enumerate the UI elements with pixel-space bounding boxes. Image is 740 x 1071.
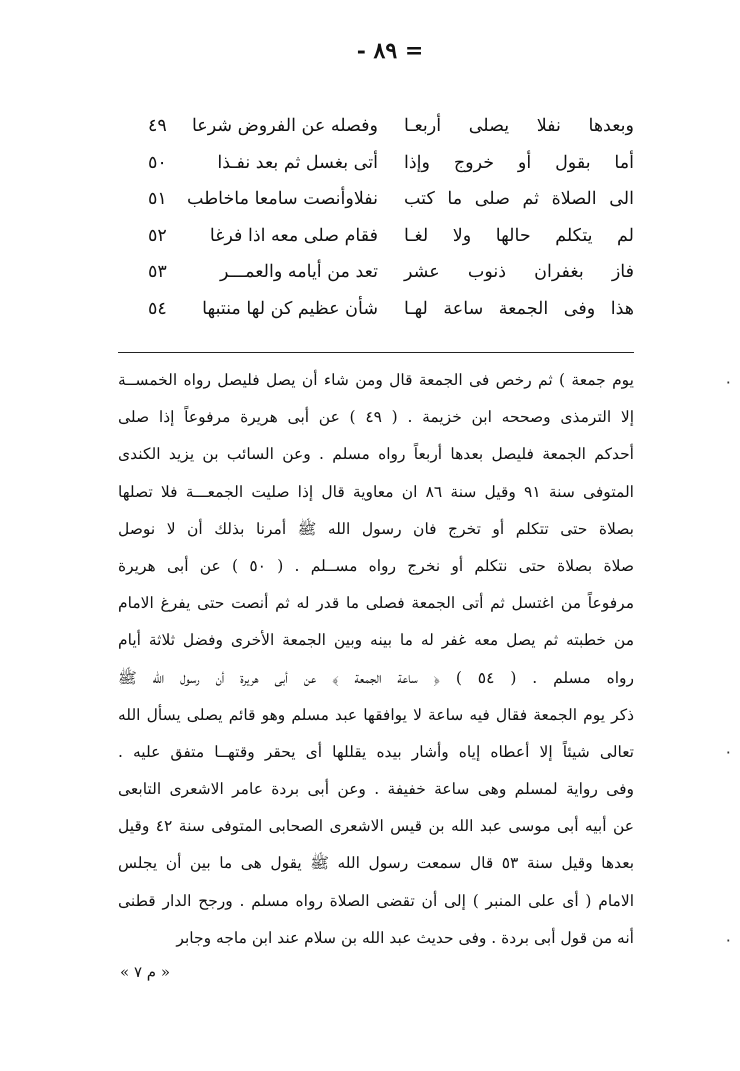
commentary-line: بعدها وقيل سنة ٥٣ قال سمعت رسول الله ﷺ يقول هى ما بين أن يجلس bbox=[118, 854, 634, 873]
poem-verse bbox=[148, 254, 634, 291]
verse-second-half bbox=[148, 291, 378, 328]
commentary-line: أحدكم الجمعة فليصل بعدها أربعاً رواه مسلم . وعن السائب بن يزيد الكندى bbox=[118, 445, 634, 464]
verse-second-text: تعد من أيامه والعمـــر bbox=[220, 262, 378, 282]
commentary-line: وفى رواية لمسلم وهى ساعة خفيفة . وعن أبى بردة عامر الاشعرى التابعى bbox=[118, 780, 634, 799]
commentary-line: يوم جمعة ) ثم رخص فى الجمعة قال ومن شاء أن يصل فليصل رواه الخمســة bbox=[118, 371, 634, 389]
verse-second-text: شأن عظيم كن لها منتبها bbox=[202, 298, 378, 319]
verse-first-half: لم يتكلم حالها ولا لغـا bbox=[404, 225, 634, 246]
margin-mark: ٠ bbox=[724, 742, 733, 761]
verse-second-half bbox=[148, 145, 378, 182]
commentary-line: ذكر يوم الجمعة فقال فيه ساعة لا يوافقها عبد مسلم وهو قائم يصلى يسأل الله bbox=[118, 705, 634, 724]
verse-second-half bbox=[148, 254, 378, 291]
margin-mark: ٠ bbox=[724, 372, 733, 391]
commentary-line: أنه من قول أبى بردة . وفى حديث عبد الله بن سلام عند ابن ماجه وجابر bbox=[176, 928, 634, 947]
signature-mark: « م ٧ » bbox=[120, 963, 171, 981]
poem bbox=[148, 108, 634, 327]
commentary bbox=[118, 362, 634, 957]
verse-second-text: أتى بغسل ثم بعد نفـذا bbox=[217, 152, 378, 173]
poem-verse bbox=[148, 291, 634, 328]
verse-second-half bbox=[148, 108, 378, 145]
commentary-line: من خطبته ثم يصل معه غفر له ما بينه وبين الجمعة الأخرى وفضل ثلاثة أيام bbox=[118, 631, 634, 650]
commentary-line: رواه مسلم . ( ٥٤ ) ﴿ ساعة الجمعة ﴾ عن أبى هريرة أن رسول الله ﷺ bbox=[118, 668, 634, 687]
verse-number: ٤٩ bbox=[148, 116, 167, 136]
verse-first-half: هذا وفى الجمعة ساعة لهـا bbox=[404, 298, 634, 319]
commentary-line: بصلاة حتى تتكلم أو تخرج فان رسول الله ﷺ أمرنا بذلك أن لا نوصل bbox=[118, 519, 634, 538]
verse-second-half bbox=[148, 181, 378, 218]
poem-verse bbox=[148, 181, 634, 218]
commentary-line: مرفوعاً من اغتسل ثم أتى الجمعة فصلى ما قدر له ثم أنصت حتى يفرغ الامام bbox=[118, 594, 634, 613]
commentary-line: الامام ( أى على المنبر ) إلى أن تقضى الصلاة رواه مسلم . ورجح الدار قطنى bbox=[118, 891, 634, 910]
verse-first-half: فاز بغفران ذنوب عشر bbox=[404, 262, 634, 282]
margin-mark: ٠ bbox=[724, 930, 733, 949]
poem-verse bbox=[148, 218, 634, 255]
commentary-line: المتوفى سنة ٩١ وقيل سنة ٨٦ ان معاوية قال إذا صليت الجمعـــة فلا تصلها bbox=[118, 482, 634, 501]
verse-number: ٥١ bbox=[148, 189, 167, 209]
commentary-line: إلا الترمذى وصححه ابن خزيمة . ( ٤٩ ) عن أبى هريرة مرفوعاً إذا صلى bbox=[118, 408, 634, 427]
verse-number: ٥٤ bbox=[148, 298, 167, 319]
verse-second-half bbox=[148, 218, 378, 255]
verse-number: ٥٠ bbox=[148, 152, 167, 173]
poem-verse bbox=[148, 145, 634, 182]
section-divider bbox=[118, 352, 634, 353]
verse-second-text: فقام صلى معه اذا فرغا bbox=[209, 225, 378, 246]
commentary-line: عن أبيه أبى موسى عبد الله بن قيس الاشعرى الصحابى المتوفى سنة ٤٢ وقيل bbox=[118, 817, 634, 836]
verse-number: ٥٢ bbox=[148, 225, 167, 246]
verse-first-half: أما بقول أو خروج وإذا bbox=[404, 152, 634, 173]
verse-first-half: وبعدها نفلا يصلى أربعـا bbox=[404, 116, 634, 136]
commentary-line: صلاة بصلاة حتى نتكلم أو نخرج رواه مســلم . ( ٥٠ ) عن أبى هريرة bbox=[118, 556, 634, 575]
page-number: = ٨٩ - bbox=[356, 38, 424, 64]
verse-second-text: وفصله عن الفروض شرعا bbox=[191, 116, 378, 136]
verse-second-text: نفلاوأنصت سامعا ماخاطب bbox=[187, 189, 378, 209]
poem-verse bbox=[148, 108, 634, 145]
commentary-line: تعالى شيئاً إلا أعطاه إياه وأشار بيده يقللها أى يحقر وقتهــا متفق عليه . bbox=[118, 742, 634, 761]
verse-first-half: الى الصلاة ثم صلى ما كتب bbox=[404, 189, 634, 209]
verse-number: ٥٣ bbox=[148, 262, 167, 282]
